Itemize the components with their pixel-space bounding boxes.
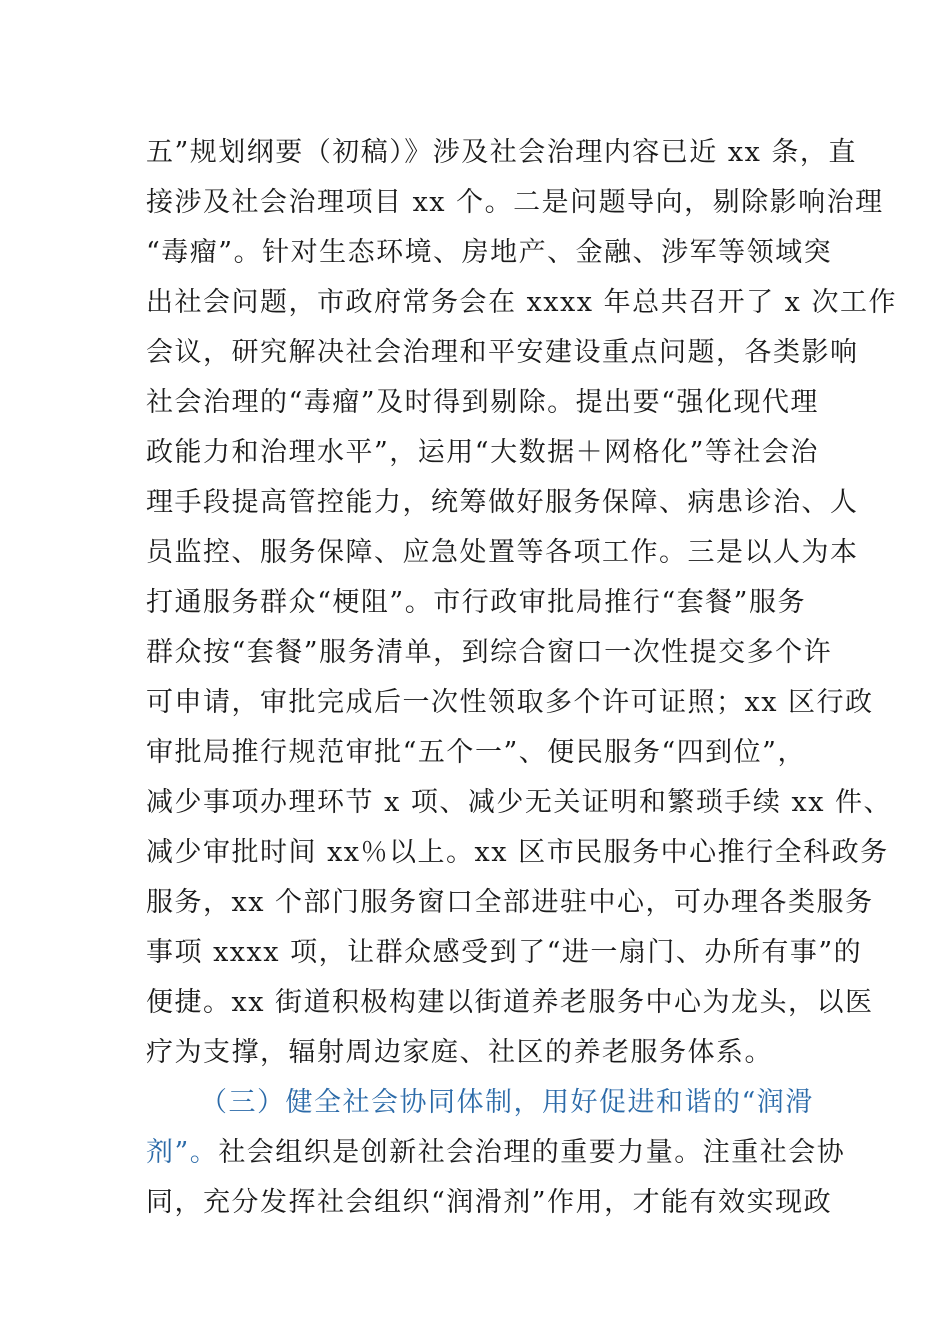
paragraph-line: 同，充分发挥社会组织“润滑剂”作用，才能有效实现政 bbox=[146, 1187, 833, 1218]
section-heading: （三）健全社会协同体制，用好促进和谐的“润滑 bbox=[200, 1087, 814, 1118]
section-heading-continuation bbox=[146, 1128, 846, 1178]
paragraph-line: 社会治理的“毒瘤”及时得到剔除。提出要“强化现代理 bbox=[146, 387, 819, 418]
paragraph-line: 减少审批时间 xx％以上。xx 区市民服务中心推行全科政务 bbox=[146, 837, 889, 868]
paragraph-line: 接涉及社会治理项目 xx 个。二是问题导向，剔除影响治理 bbox=[146, 187, 884, 218]
paragraph-line: 政能力和治理水平”，运用“大数据＋网格化”等社会治 bbox=[146, 437, 819, 468]
paragraph-line: 疗为支撑，辐射周边家庭、社区的养老服务体系。 bbox=[146, 1037, 773, 1068]
paragraph-line: 服务，xx 个部门服务窗口全部进驻中心，可办理各类服务 bbox=[146, 887, 874, 918]
paragraph-line: 审批局推行规范审批“五个一”、便民服务“四到位”， bbox=[146, 737, 806, 768]
paragraph-line: 出社会问题，市政府常务会在 xxxx 年总共召开了 x 次工作 bbox=[146, 287, 897, 318]
section-heading-end: 剂”。 bbox=[146, 1137, 219, 1168]
paragraph-line: 五”规划纲要（初稿）》涉及社会治理内容已近 xx 条，直 bbox=[146, 137, 857, 168]
paragraph-line: 群众按“套餐”服务清单，到综合窗口一次性提交多个许 bbox=[146, 637, 833, 668]
paragraph-line: 理手段提高管控能力，统筹做好服务保障、病患诊治、人 bbox=[146, 487, 859, 518]
paragraph-line: 打通服务群众“梗阻”。市行政审批局推行“套餐”服务 bbox=[146, 587, 806, 618]
paragraph-line: 会议，研究解决社会治理和平安建设重点问题，各类影响 bbox=[146, 337, 859, 368]
paragraph-line: 便捷。xx 街道积极构建以街道养老服务中心为龙头，以医 bbox=[146, 987, 874, 1018]
paragraph-line: 减少事项办理环节 x 项、减少无关证明和繁琐手续 xx 件、 bbox=[146, 787, 893, 818]
paragraph-text: 社会组织是创新社会治理的重要力量。注重社会协 bbox=[218, 1137, 846, 1168]
paragraph-line: 可申请，审批完成后一次性领取多个许可证照；xx 区行政 bbox=[146, 687, 874, 718]
paragraph-line: 事项 xxxx 项，让群众感受到了“进一扇门、办所有事”的 bbox=[146, 937, 863, 968]
paragraph-line: 员监控、服务保障、应急处置等各项工作。三是以人为本 bbox=[146, 537, 859, 568]
paragraph-line: “毒瘤”。针对生态环境、房地产、金融、涉军等领域突 bbox=[146, 237, 833, 268]
